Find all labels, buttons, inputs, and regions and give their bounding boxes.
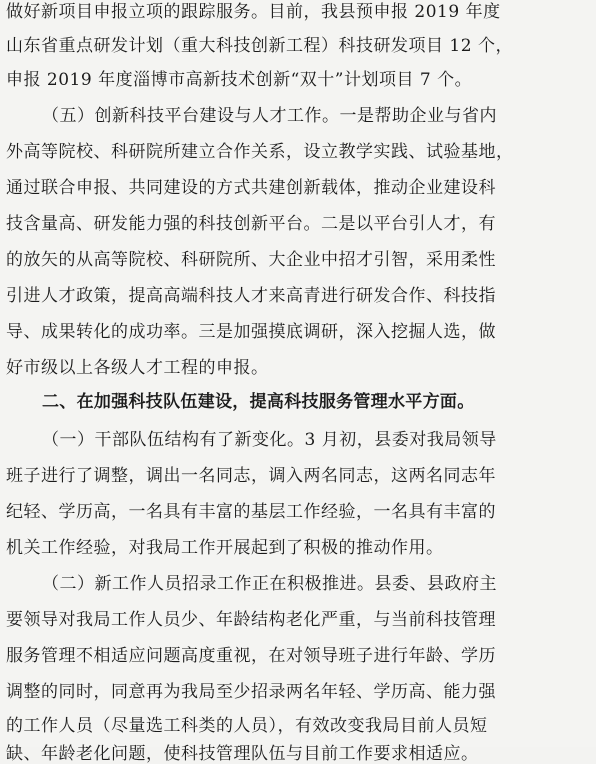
text-line: 的工作人员（尽量选工科类的人员），有效改变我局目前人员短 (6, 716, 488, 736)
section-heading: 二、在加强科技队伍建设，提高科技服务管理水平方面。 (42, 392, 475, 412)
text-line: 做好新项目申报立项的跟踪服务。目前，我县预申报 2019 年度 (6, 2, 501, 22)
text-line: 山东省重点研发计划（重大科技创新工程）科技研发项目 12 个， (6, 36, 513, 56)
text-line: 要领导对我局工作人员少、年龄结构老化严重，与当前科技管理 (6, 610, 496, 630)
text-line: 调整的同时，同意再为我局至少招录两名年轻、学历高、能力强 (6, 682, 496, 702)
section-paragraph-start: （五）创新科技平台建设与人才工作。一是帮助企业与省内 (42, 106, 497, 126)
text-line: 的放矢的从高等院校、科研院所、大企业中招才引智，采用柔性 (6, 250, 496, 270)
text-line: 服务管理不相适应问题高度重视，在对领导班子进行年龄、学历 (6, 646, 496, 666)
text-line: 班子进行了调整，调出一名同志，调入两名同志，这两名同志年 (6, 466, 496, 486)
text-line: 好市级以上各级人才工程的申报。 (6, 358, 269, 378)
text-line: 机关工作经验，对我局工作开展起到了积极的推动作用。 (6, 538, 444, 558)
text-line: 申报 2019 年度淄博市高新技术创新“双十”计划项目 7 个。 (6, 70, 473, 90)
section-paragraph-start: （一）干部队伍结构有了新变化。3 月初，县委对我局领导 (42, 430, 497, 450)
section-paragraph-start: （二）新工作人员招录工作正在积极推进。县委、县政府主 (42, 574, 497, 594)
text-line: 纪轻、学历高，一名具有丰富的基层工作经验，一名具有丰富的 (6, 502, 496, 522)
text-line: 引进人才政策，提高高端科技人才来高青进行研发合作、科技指 (6, 286, 496, 306)
text-line: 缺、年龄老化问题，使科技管理队伍与目前工作要求相适应。 (6, 744, 479, 764)
text-line: 技含量高、研发能力强的科技创新平台。二是以平台引人才，有 (6, 214, 496, 234)
text-line: 通过联合申报、共同建设的方式共建创新载体，推动企业建设科 (6, 178, 496, 198)
text-line: 外高等院校、科研院所建立合作关系，设立教学实践、试验基地， (6, 142, 514, 162)
text-line: 导、成果转化的成功率。三是加强摸底调研，深入挖掘人选，做 (6, 322, 496, 342)
